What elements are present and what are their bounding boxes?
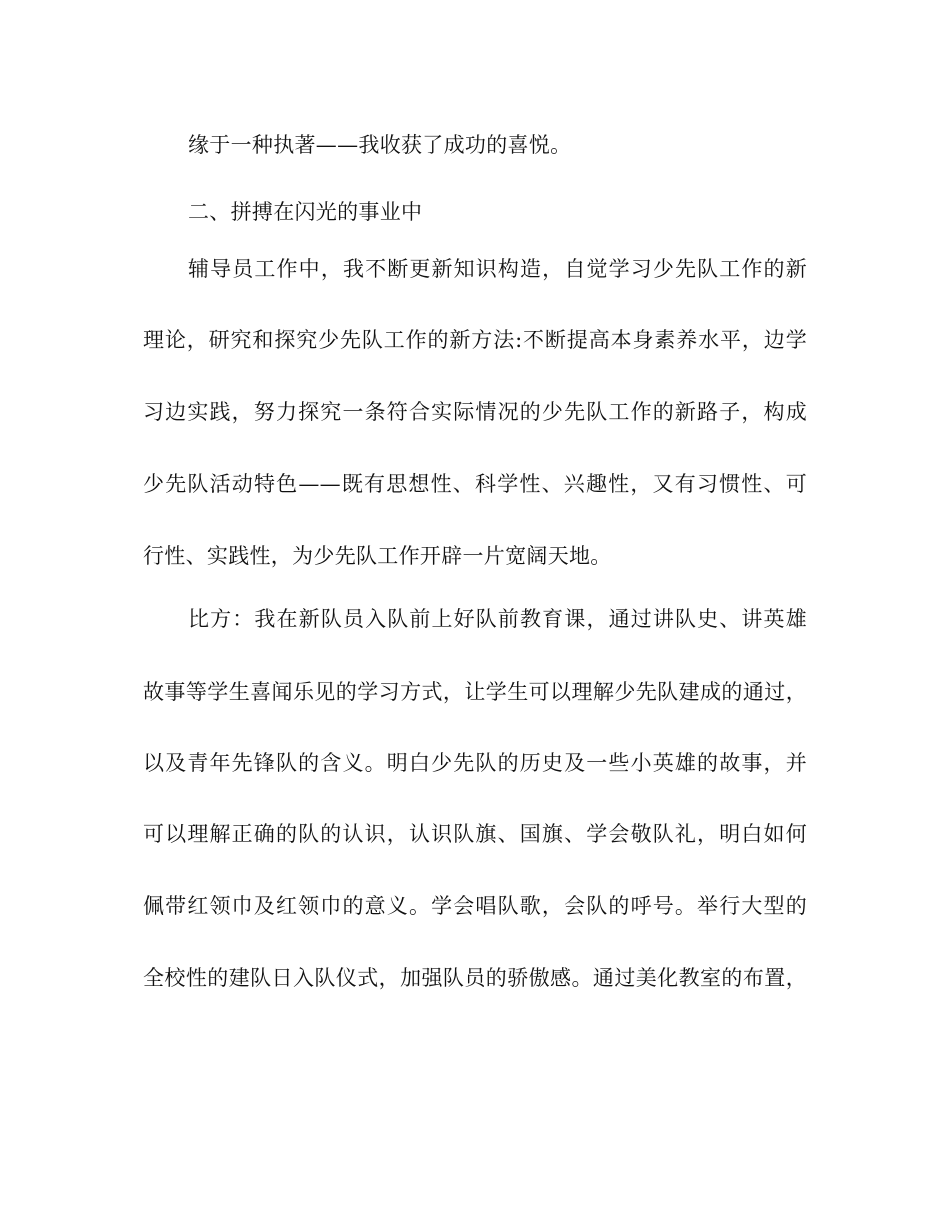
paragraph-line: 比方：我在新队员入队前上好队前教育课，通过讲队史、讲英雄	[188, 607, 807, 631]
paragraph-line: 辅导员工作中，我不断更新知识构造，自觉学习少先队工作的新	[188, 257, 807, 281]
paragraph-line: 习边实践，努力探究一条符合实际情况的少先队工作的新路子，构成	[143, 400, 807, 424]
paragraph-line: 理论，研究和探究少先队工作的新方法:不断提高本身素养水平，边学	[143, 328, 807, 352]
paragraph-line: 全校性的建队日入队仪式，加强队员的骄傲感。通过美化教室的布置，	[143, 966, 807, 990]
paragraph-line: 以及青年先锋队的含义。明白少先队的历史及一些小英雄的故事，并	[143, 751, 807, 775]
paragraph-line: 故事等学生喜闻乐见的学习方式，让学生可以理解少先队建成的通过，	[143, 680, 807, 704]
paragraph-line: 行性、实践性，为少先队工作开辟一片宽阔天地。	[143, 544, 612, 568]
paragraph-line: 佩带红领巾及红领巾的意义。学会唱队歌，会队的呼号。举行大型的	[143, 894, 807, 918]
paragraph-line: 可以理解正确的队的认识，认识队旗、国旗、学会敬队礼，明白如何	[143, 822, 807, 846]
paragraph-line: 少先队活动特色——既有思想性、科学性、兴趣性，又有习惯性、可	[143, 472, 807, 496]
section-heading: 二、拼搏在闪光的事业中	[188, 200, 423, 224]
paragraph-line: 缘于一种执著——我收获了成功的喜悦。	[188, 133, 572, 157]
